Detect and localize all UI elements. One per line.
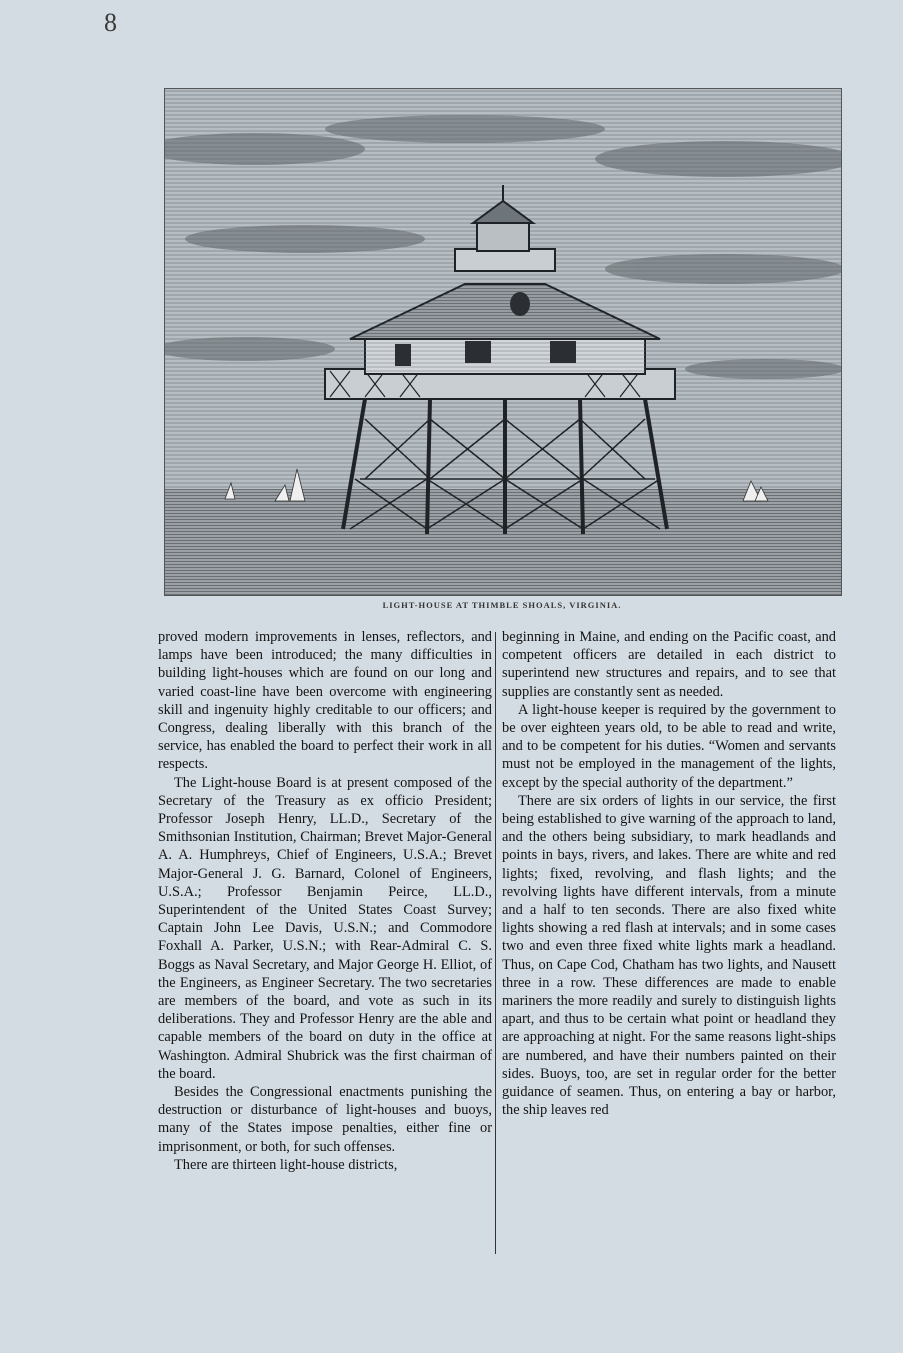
paragraph: A light-house keeper is required by the government to be over eighteen years old, to be able to read and write, and to be competent for his duties. “Women and servants must not be employed in the management of the lights, except by the special authority of the department.” [502,701,836,791]
right-column [502,628,836,1119]
lighthouse-illustration [164,88,842,596]
paragraph: There are thirteen light-house districts, [174,1156,398,1173]
illustration-caption: LIGHT-HOUSE AT THIMBLE SHOALS, VIRGINIA. [382,600,622,610]
page-number: 8 [104,8,117,37]
left-column [158,628,492,1174]
paragraph: proved modern improvements in lenses, reflectors, and lamps have been introduced; the many difficulties in building light-houses which are found on our long and varied coast-line have been overcome with engineering skill and ingenuity highly creditable to our officers; and Congress, dealing liberally with this branch of the service, has enabled the board to perfect their work in all respects. [158,629,492,773]
paragraph: beginning in Maine, and ending on the Pacific coast, and competent officers are detailed in each district to superintend new structures and repairs, and to see that supplies are constantly sent as needed. [502,629,836,700]
paragraph: There are six orders of lights in our service, the first being established to give warning of the approach to land, and the others being subsidiary, to mark headlands and points in bays, rivers, and lakes. There are white and red lights; fixed, revolving, and flash lights; and the revolving lights have different intervals, from a minute and a half to ten seconds. There are also fixed white lights showing a red flash at intervals; and in some cases two and even three fixed white lights mark a headland. Thus, on Cape Cod, Chatham has two lights, and Nausett three in a row. These differences are made to enable mariners the more readily and surely to distinguish lights apart, and thus to be certain what point or headland they are approaching at night. For the same reasons light-ships are numbered, and have their numbers painted on their sides. Buoys, too, are set in regular order for the better guidance of seamen. Thus, on entering a bay or harbor, the ship leaves red [502,792,836,1119]
paragraph: The Light-house Board is at present composed of the Secretary of the Treasury as ex officio President; Professor Joseph Henry, LL.D., Secretary of the Smithsonian Institution, Chairman; Brevet Major-General A. A. Humphreys, Chief of Engineers, U.S.A.; Brevet Major-General J. G. Barnard, Colonel of Engineers, U.S.A.; Professor Benjamin Peirce, LL.D., Superintendent of the United States Coast Survey; Captain John Lee Davis, U.S.N.; and Commodore Foxhall A. Parker, U.S.N.; with Rear-Admiral C. S. Boggs as Naval Secretary, and Major George H. Elliot, of the Engineers, as Engineer Secretary. The two secretaries are members of the board, and vote as such in its deliberations. They and Professor Henry are the able and capable members of the board on duty in the office at Washington. Admiral Shubrick was the first chairman of the board. [158,774,492,1082]
paragraph: Besides the Congressional enactments punishing the destruction or disturbance of light-houses and buoys, many of the States impose penalties, either fine or imprisonment, or both, for such offenses. [158,1084,492,1155]
column-divider [495,632,496,1254]
